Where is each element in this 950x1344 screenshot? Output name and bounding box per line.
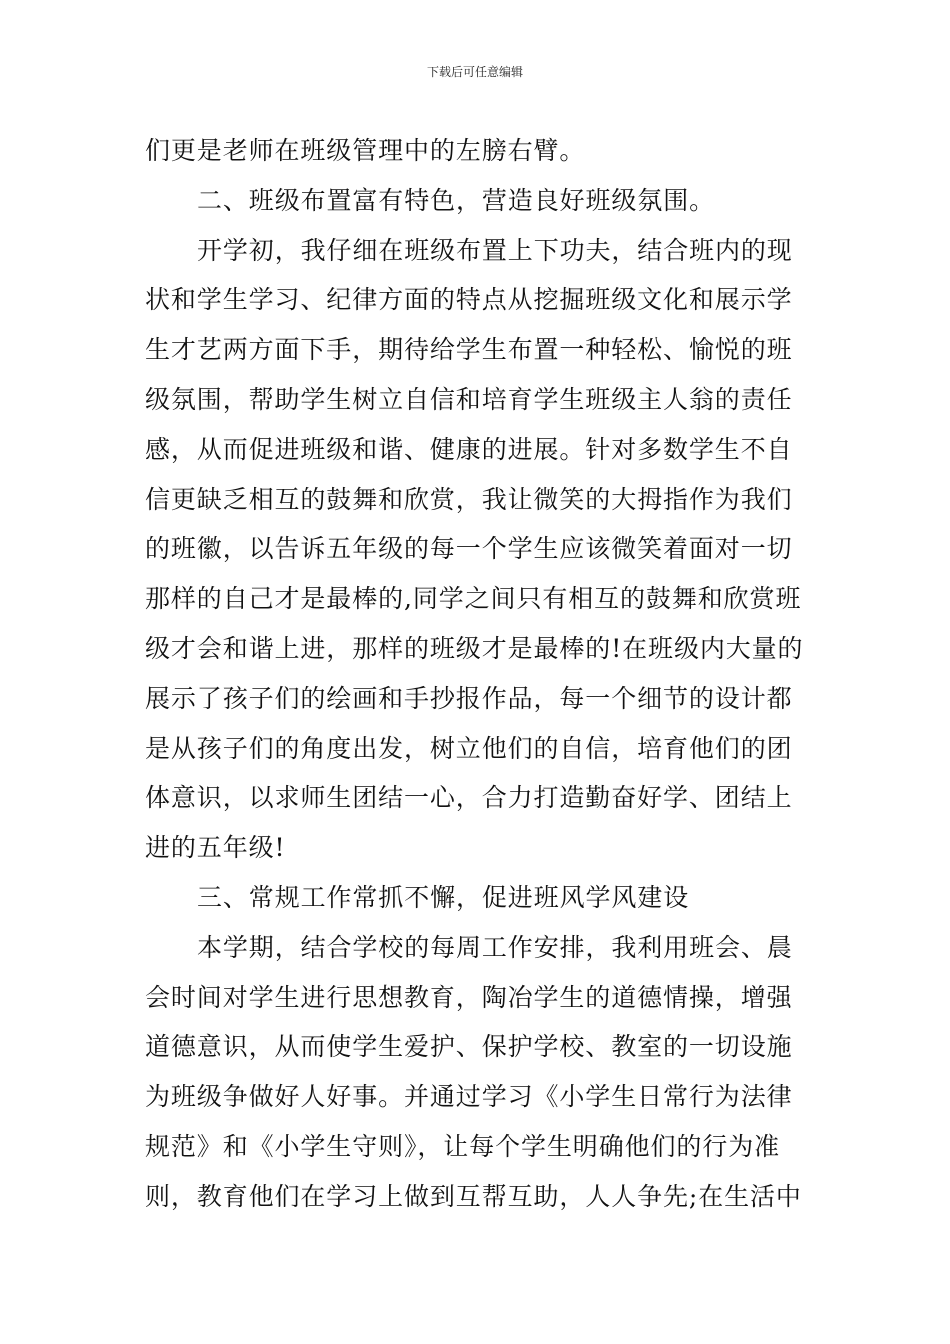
text-line: 状和学生学习、纪律方面的特点从挖掘班级文化和展示学	[145, 285, 793, 315]
text-line: 开学初，我仔细在班级布置上下功夫，结合班内的现	[197, 235, 793, 265]
text-line: 体意识，以求师生团结一心，合力打造勤奋好学、团结上	[145, 783, 793, 813]
text-line: 级氛围，帮助学生树立自信和培育学生班级主人翁的责任	[145, 384, 793, 414]
text-line: 展示了孩子们的绘画和手抄报作品，每一个细节的设计都	[145, 683, 793, 713]
page-header: 下载后可任意编辑	[426, 65, 523, 79]
text-line: 进的五年级!	[145, 833, 286, 863]
text-line: 是从孩子们的角度出发，树立他们的自信，培育他们的团	[145, 733, 793, 763]
text-line: 为班级争做好人好事。并通过学习《小学生日常行为法律	[145, 1082, 793, 1112]
section-heading: 二、班级布置富有特色，营造良好班级氛围。	[197, 185, 716, 215]
section-heading: 三、常规工作常抓不懈，促进班风学风建设	[197, 882, 690, 912]
text-line: 信更缺乏相互的鼓舞和欣赏，我让微笑的大拇指作为我们	[145, 484, 793, 514]
text-line: 本学期，结合学校的每周工作安排，我利用班会、晨	[197, 932, 793, 962]
text-line: 的班徽，以告诉五年级的每一个学生应该微笑着面对一切	[145, 534, 793, 564]
text-line: 级才会和谐上进，那样的班级才是最棒的!在班级内大量的	[145, 633, 804, 663]
text-line: 那样的自己才是最棒的,同学之间只有相互的鼓舞和欣赏班	[145, 584, 802, 614]
text-line: 感，从而促进班级和谐、健康的进展。针对多数学生不自	[145, 434, 793, 464]
text-line: 规范》和《小学生守则》，让每个学生明确他们的行为准	[145, 1131, 781, 1161]
text-line: 则，教育他们在学习上做到互帮互助，人人争先;在生活中	[145, 1181, 802, 1211]
text-line: 们更是老师在班级管理中的左膀右臂。	[145, 136, 586, 165]
text-line: 道德意识，从而使学生爱护、保护学校、教室的一切设施	[145, 1032, 793, 1062]
document-body	[145, 126, 809, 1222]
text-line: 生才艺两方面下手，期待给学生布置一种轻松、愉悦的班	[145, 335, 793, 365]
text-line: 会时间对学生进行思想教育，陶冶学生的道德情操，增强	[145, 982, 793, 1012]
